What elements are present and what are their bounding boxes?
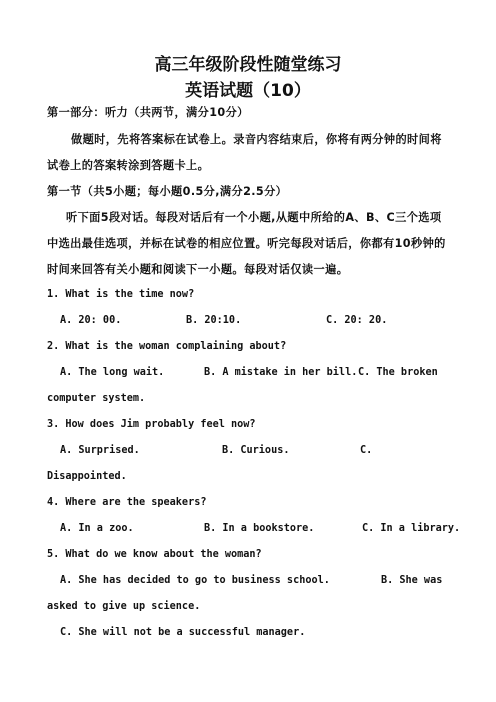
question-4-option-c: C. In a library. bbox=[362, 523, 461, 534]
section1-line-2: 中选出最佳选项，并标在试卷的相应位置。听完每段对话后，你都有10秒钟的 bbox=[47, 237, 446, 250]
instructions-line-1: 做题时，先将答案标在试卷上。录音内容结束后，你将有两分钟的时间将 bbox=[71, 133, 442, 146]
question-2-option-c: C. The broken bbox=[358, 367, 438, 378]
question-1-stem: 1. What is the time now? bbox=[47, 289, 195, 300]
question-2-option-b: B. A mistake in her bill. bbox=[204, 367, 358, 378]
part1-heading: 第一部分：听力（共两节，满分10分） bbox=[47, 106, 249, 119]
question-4-stem: 4. Where are the speakers? bbox=[47, 497, 207, 508]
question-2-stem: 2. What is the woman complaining about? bbox=[47, 341, 287, 352]
question-4-option-b: B. In a bookstore. bbox=[204, 523, 315, 534]
question-5-option-b: B. She was bbox=[381, 575, 443, 586]
page-subtitle: 英语试题（10） bbox=[185, 81, 311, 101]
question-5-option-b-continued: asked to give up science. bbox=[47, 601, 201, 612]
section1-line-3: 时间来回答有关小题和阅读下一小题。每段对话仅读一遍。 bbox=[47, 263, 349, 276]
question-1-option-b: B. 20:10. bbox=[186, 315, 242, 326]
question-1-option-a: A. 20: 00. bbox=[60, 315, 122, 326]
question-2-option-c-continued: computer system. bbox=[47, 393, 146, 404]
question-4-option-a: A. In a zoo. bbox=[60, 523, 134, 534]
question-1-option-c: C. 20: 20. bbox=[326, 315, 388, 326]
question-3-option-b: B. Curious. bbox=[222, 445, 290, 456]
question-3-option-c: C. bbox=[360, 445, 373, 456]
question-2-option-a: A. The long wait. bbox=[60, 367, 165, 378]
question-5-option-a: A. She has decided to go to business school. bbox=[60, 575, 330, 586]
page-title: 高三年级阶段性随堂练习 bbox=[154, 55, 342, 75]
instructions-line-2: 试卷上的答案转涂到答题卡上。 bbox=[47, 159, 210, 172]
question-3-option-c-continued: Disappointed. bbox=[47, 471, 127, 482]
question-5-option-c: C. She will not be a successful manager. bbox=[60, 627, 306, 638]
section1-heading: 第一节（共5小题；每小题0.5分,满分2.5分） bbox=[47, 185, 288, 198]
question-3-option-a: A. Surprised. bbox=[60, 445, 140, 456]
question-5-stem: 5. What do we know about the woman? bbox=[47, 549, 262, 560]
question-3-stem: 3. How does Jim probably feel now? bbox=[47, 419, 256, 430]
section1-line-1: 听下面5段对话。每段对话后有一个小题,从题中所给的A、B、C三个选项 bbox=[66, 211, 442, 224]
